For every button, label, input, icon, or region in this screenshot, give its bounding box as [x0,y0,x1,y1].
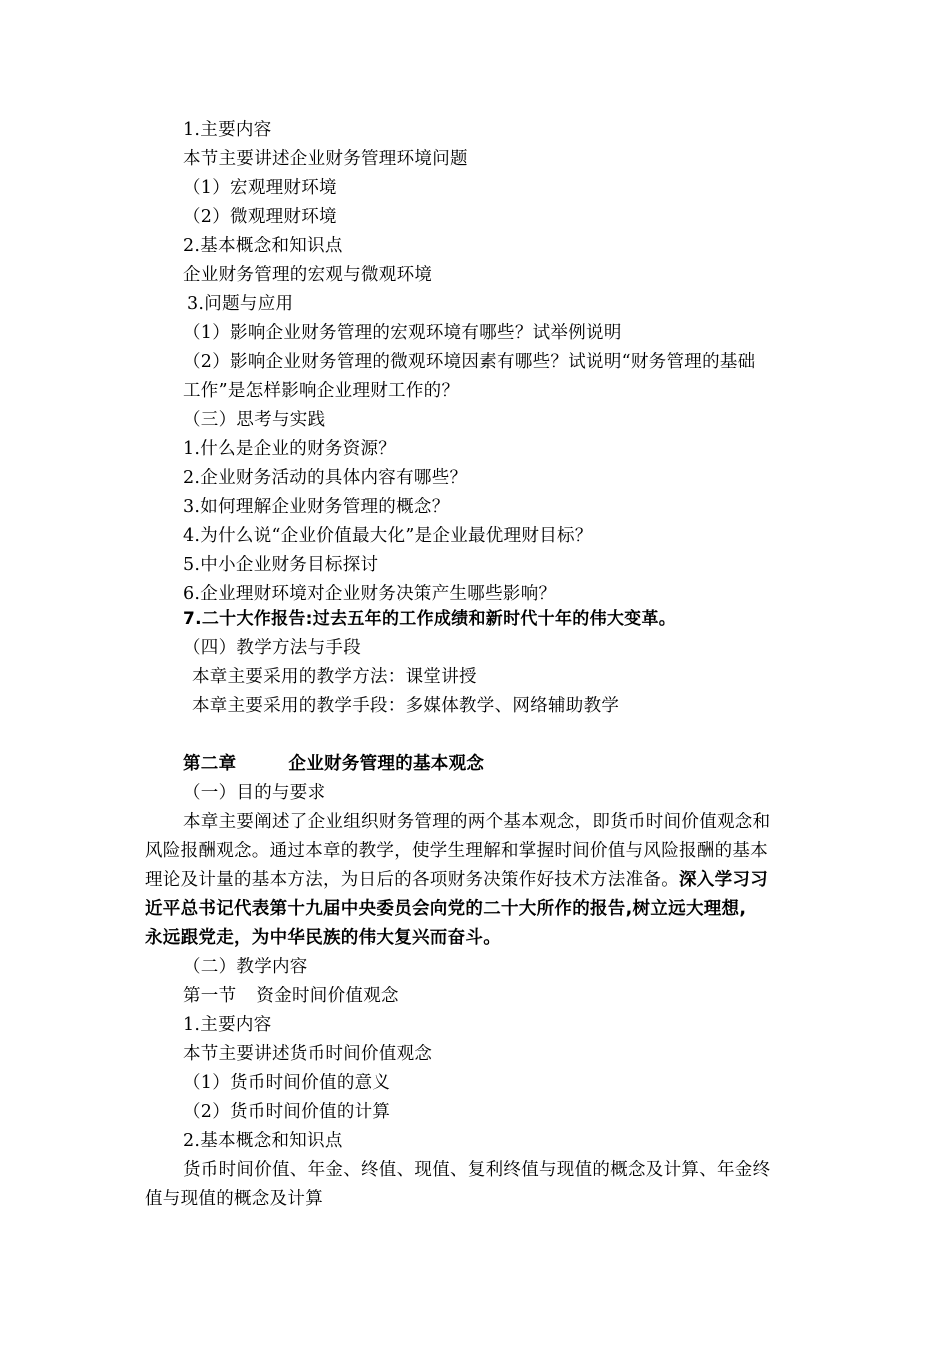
goals-heading: （一）目的与要求 [183,783,326,803]
chapter-title [183,752,484,776]
paragraph-bold-line: 近平总书记代表第十九届中央委员会向党的二十大所作的报告,树立远大理想, [145,899,747,919]
paragraph-text: 理论及计量的基本方法，为日后的各项财务决策作好技术方法准备。 [145,870,679,890]
section-title [183,984,399,1008]
concepts-text: 货币时间价值、年金、终值、现值、复利终值与现值的概念及计算、年金终 [183,1160,771,1180]
question-item-continued: 工作”是怎样影响企业理财工作的？ [183,381,460,401]
practice-heading: （三）思考与实践 [183,410,326,430]
section-intro: 本节主要讲述企业财务管理环境问题 [183,149,468,169]
question-item: （2）影响企业财务管理的微观环境因素有哪些？试说明“财务管理的基础 [183,352,756,372]
paragraph-line [145,868,768,892]
list-item: （1）货币时间价值的意义 [183,1073,391,1093]
paragraph-line: 风险报酬观念。通过本章的教学，使学生理解和掌握时间价值与风险报酬的基本 [145,841,768,861]
concepts-text: 值与现值的概念及计算 [145,1189,323,1209]
practice-item: 4.为什么说“企业价值最大化”是企业最优理财目标？ [183,526,593,546]
concepts-text: 企业财务管理的宏观与微观环境 [183,265,433,285]
questions-heading: 3.问题与应用 [187,294,294,314]
teaching-method: 本章主要采用的教学方法：课堂讲授 [192,667,477,687]
methods-heading: （四）教学方法与手段 [183,638,361,658]
practice-item: 6.企业理财环境对企业财务决策产生哪些影响？ [183,584,557,604]
paragraph-bold-text: 深入学习习 [679,870,768,890]
list-item: （2）微观理财环境 [183,207,337,227]
chapter-number: 第二章 [183,754,237,774]
chapter-name: 企业财务管理的基本观念 [288,754,485,774]
practice-item: 1.什么是企业的财务资源？ [183,439,397,459]
question-item: （1）影响企业财务管理的宏观环境有哪些？试举例说明 [183,323,622,343]
main-content-heading: 1.主要内容 [183,120,272,140]
section-intro: 本节主要讲述货币时间价值观念 [183,1044,433,1064]
section-name: 资金时间价值观念 [256,986,399,1006]
concepts-heading: 2.基本概念和知识点 [183,236,343,256]
main-content-heading: 1.主要内容 [183,1015,272,1035]
concepts-heading: 2.基本概念和知识点 [183,1131,343,1151]
paragraph-bold-line: 永远跟党走，为中华民族的伟大复兴而奋斗。 [145,928,501,948]
practice-item: 2.企业财务活动的具体内容有哪些？ [183,468,468,488]
content-heading: （二）教学内容 [183,957,308,977]
practice-item: 5.中小企业财务目标探讨 [183,555,379,575]
practice-item: 3.如何理解企业财务管理的概念？ [183,497,450,517]
list-item: （1）宏观理财环境 [183,178,337,198]
paragraph-line: 本章主要阐述了企业组织财务管理的两个基本观念，即货币时间价值观念和 [183,812,771,832]
practice-item-bold: 7.二十大作报告:过去五年的工作成绩和新时代十年的伟大变革。 [183,609,677,629]
section-number: 第一节 [183,986,237,1006]
teaching-means: 本章主要采用的教学手段：多媒体教学、网络辅助教学 [192,696,620,716]
list-item: （2）货币时间价值的计算 [183,1102,391,1122]
